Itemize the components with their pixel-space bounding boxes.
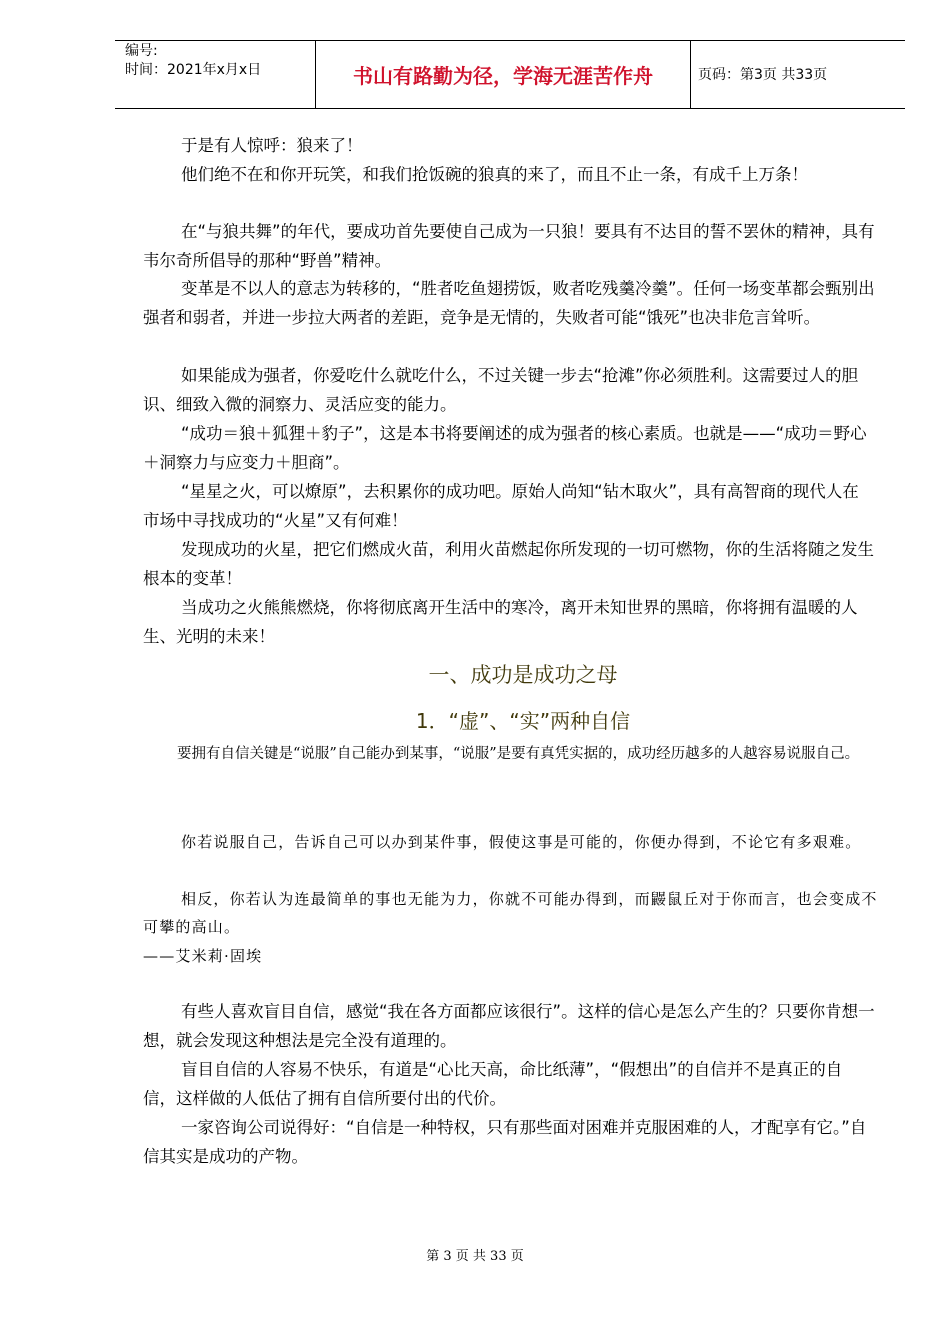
quote-paragraph — [143, 828, 878, 856]
paragraph — [143, 1114, 875, 1171]
subsection-heading: 1．“虚”、“实”两种自信 — [415, 709, 631, 733]
paragraph — [143, 218, 875, 275]
paragraph — [143, 1056, 875, 1113]
page-info: 页码：第3页 共33页 — [698, 67, 828, 83]
intro-text: 要拥有自信关键是“说服”自己能办到某事，“说服”是要有真凭实据的，成功经历越多的人越容易说服自己。 — [177, 746, 860, 762]
page-footer: 第 3 页 共 33 页 — [426, 1249, 524, 1264]
paragraph-text: 他们绝不在和你开玩笑，和我们抢饭碗的狼真的来了，而且不止一条，有成千上万条！ — [181, 165, 808, 184]
intro-paragraph — [143, 740, 878, 768]
paragraph — [143, 362, 875, 419]
header-info-cell — [115, 41, 315, 108]
paragraph — [143, 536, 875, 593]
time-label: 时间：2021年x月x日 — [125, 62, 262, 78]
section-heading: 一、成功是成功之母 — [428, 663, 618, 687]
quote-paragraph — [143, 885, 878, 941]
quote-text: 你若说服自己，告诉自己可以办到某件事，假使这事是可能的，你便办得到，不论它有多艰难。 — [181, 833, 862, 851]
paragraph — [143, 161, 875, 190]
paragraph-text: 发现成功的火星，把它们燃成火苗，利用火苗燃起你所发现的一切可燃物，你的生活将随之发生根本的变革！ — [143, 540, 874, 588]
paragraph — [143, 420, 875, 477]
paragraph-text: 当成功之火熊熊燃烧，你将彻底离开生活中的寒冷，离开未知世界的黑暗，你将拥有温暖的人生、光明的未来！ — [143, 598, 858, 646]
number-label: 编号: — [125, 43, 158, 59]
paragraph-text: 在“与狼共舞”的年代，要成功首先要使自己成为一只狼！要具有不达目的誓不罢休的精神，具有韦尔奇所倡导的那种“野兽”精神。 — [143, 222, 875, 270]
paragraph-text: 于是有人惊呼：狼来了！ — [181, 136, 363, 155]
header-table — [115, 40, 905, 109]
paragraph — [143, 998, 875, 1055]
paragraph-text: 有些人喜欢盲目自信，感觉“我在各方面都应该很行”。这样的信心是怎么产生的？只要你肯想一想，就会发现这种想法是完全没有道理的。 — [143, 1002, 875, 1050]
paragraph-text: “成功＝狼＋狐狸＋豹子”，这是本书将要阐述的成为强者的核心素质。也就是——“成功＝野心＋洞察力与应变力＋胆商”。 — [143, 424, 867, 472]
quote-text: 相反，你若认为连最简单的事也无能为力，你就不可能办得到，而鼹鼠丘对于你而言，也会变成不可攀的高山。 — [143, 890, 878, 936]
paragraph-text: “星星之火，可以燎原”，去积累你的成功吧。原始人尚知“钻木取火”，具有高智商的现代人在市场中寻找成功的“火星”又有何难！ — [143, 482, 859, 530]
header-page-cell — [690, 41, 905, 108]
paragraph — [143, 132, 875, 161]
quote-author: ——艾米莉·固埃 — [143, 947, 263, 965]
header-motto-cell — [315, 41, 691, 108]
paragraph — [143, 275, 875, 332]
paragraph — [143, 478, 875, 535]
paragraph-text: 一家咨询公司说得好：“自信是一种特权，只有那些面对困难并克服困难的人，才配享有它。”自信其实是成功的产物。 — [143, 1118, 867, 1166]
paragraph-text: 变革是不以人的意志为转移的，“胜者吃鱼翅捞饭，败者吃残羹冷羹”。任何一场变革都会甄别出强者和弱者，并进一步拉大两者的差距，竞争是无情的，失败者可能“饿死”也决非危言耸听。 — [143, 279, 875, 327]
paragraph — [143, 594, 875, 651]
motto: 书山有路勤为径，学海无涯苦作舟 — [353, 64, 653, 88]
paragraph-text: 盲目自信的人容易不快乐，有道是“心比天高，命比纸薄”，“假想出”的自信并不是真正的自信，这样做的人低估了拥有自信所要付出的代价。 — [143, 1060, 843, 1108]
paragraph-text: 如果能成为强者，你爱吃什么就吃什么，不过关键一步去“抢滩”你必须胜利。这需要过人的胆识、细致入微的洞察力、灵活应变的能力。 — [143, 366, 859, 414]
